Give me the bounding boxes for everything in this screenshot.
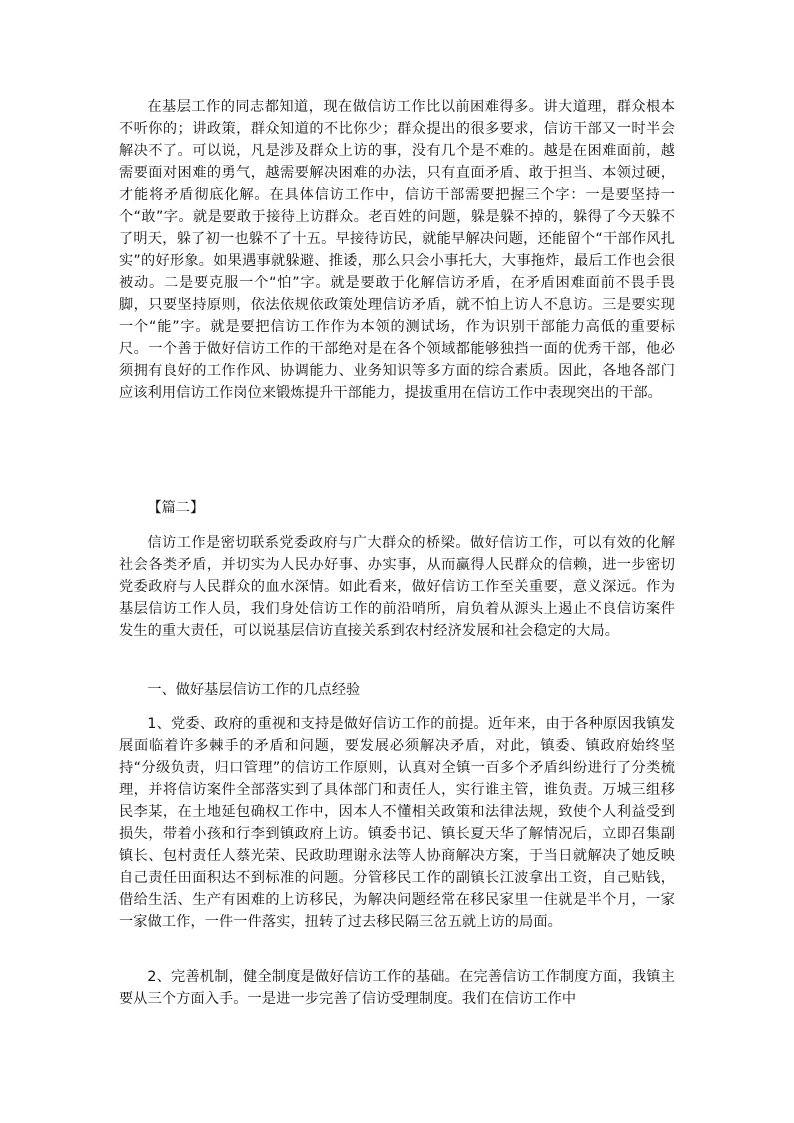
body-paragraph-2: 信访工作是密切联系党委政府与广大群众的桥梁。做好信访工作，可以有效的化解社会各类矛盾，并切实为人民办好事、办实事，从而赢得人民群众的信赖，进一步密切党委政府与人民群众的血水深情。如此看来，做好信访工作至关重要，意义深远。作为基层信访工作人员，我们身处信访工作的前沿哨所，肩负着从源头上遏止不良信访案件发生的重大责任，可以说基层信访直接关系到农村经济发展和社会稳定的大局。	[119, 535, 675, 639]
body-paragraph-3: 1、党委、政府的重视和支持是做好信访工作的前提。近年来，由于各种原因我镇发展面临着许多棘手的矛盾和问题，要发展必须解决矛盾，对此，镇委、镇政府始终坚持“分级负责，归口管理”的信访工作原则，认真对全镇一百多个矛盾纠纷进行了分类梳理，并将信访案件全部落实到了具体部门和责任人，实行谁主管，谁负责。万城三组移民李某，在土地延包确权工作中，因本人不懂相关政策和法律法规，致使个人利益受到损失，带着小孩和行李到镇政府上访。镇委书记、镇长夏天华了解情况后，立即召集副镇长、包村责任人蔡光荣、民政助理谢永法等人协商解决方案，于当日就解决了她反映自己责任田面积达不到标准的问题。分管移民工作的副镇长江波拿出工资，自己贴钱，借给生活、生产有困难的上访移民，为解决问题经常在移民家里一住就是半个月，一家一家做工作，一件一件落实，扭转了过去移民隔三岔五就上访的局面。	[119, 716, 675, 930]
body-paragraph-1: 在基层工作的同志都知道，现在做信访工作比以前困难得多。讲大道理，群众根本不听你的；讲政策，群众知道的不比你少；群众提出的很多要求，信访干部又一时半会解决不了。可以说，凡是涉及群众上访的事，没有几个是不难的。越是在困难面前，越需要面对困难的勇气，越需要解决困难的办法，只有直面矛盾、敢于担当、本领过硬，才能将矛盾彻底化解。在具体信访工作中，信访干部需要把握三个字：一是要坚持一个“敢”字。就是要敢于接待上访群众。老百姓的问题，躲是躲不掉的，躲得了今天躲不了明天，躲了初一也躲不了十五。早接待访民，就能早解决问题，还能留个“干部作风扎实”的好形象。如果遇事就躲避、推诿，那么只会小事托大，大事拖炸，最后工作也会很被动。二是要克服一个“怕”字。就是要敢于化解信访矛盾，在矛盾困难面前不畏手畏脚，只要坚持原则，依法依规依政策处理信访矛盾，就不怕上访人不息访。三是要实现一个“能”字。就是要把信访工作作为本领的测试场，作为识别干部能力高低的重要标尺。一个善于做好信访工作的干部绝对是在各个领域都能够独挡一面的优秀干部，他必须拥有良好的工作作风、协调能力、业务知识等多方面的综合素质。因此，各地各部门应该利用信访工作岗位来锻炼提升干部能力，提拔重用在信访工作中表现突出的干部。	[119, 99, 675, 401]
section-heading: 【篇二】	[147, 500, 205, 516]
subheading: 一、做好基层信访工作的几点经验	[147, 682, 361, 698]
body-paragraph-4: 2、完善机制，健全制度是做好信访工作的基础。在完善信访工作制度方面，我镇主要从三个方面入手。一是进一步完善了信访受理制度。我们在信访工作中	[119, 969, 675, 1007]
